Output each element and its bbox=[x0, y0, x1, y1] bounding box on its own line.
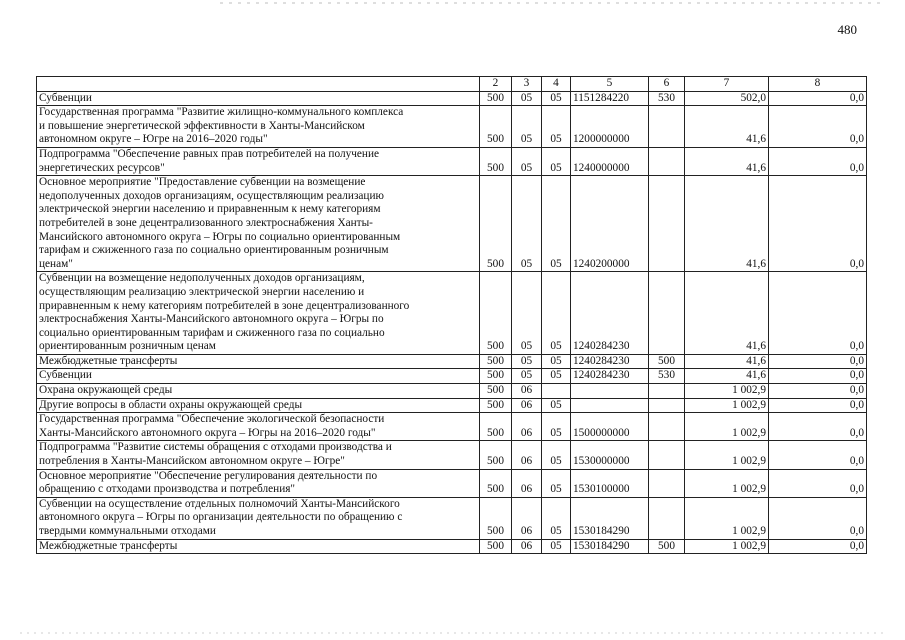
row-amount: 41,6 bbox=[685, 272, 769, 355]
row-subsection: 05 bbox=[542, 91, 571, 106]
row-name: Подпрограмма "Развитие системы обращения с отходами производства и потребления в Ханты-Мансийском автономном округе – Югре" bbox=[37, 441, 480, 469]
row-amount-2: 0,0 bbox=[769, 413, 867, 441]
table-row bbox=[37, 91, 867, 106]
row-amount: 41,6 bbox=[685, 106, 769, 148]
column-header-admin: 2 bbox=[480, 77, 512, 92]
row-section: 05 bbox=[512, 176, 542, 272]
row-target-code: 1240200000 bbox=[571, 176, 649, 272]
row-subsection bbox=[542, 384, 571, 399]
row-expense-type bbox=[649, 398, 685, 413]
row-name: Субвенции bbox=[37, 91, 480, 106]
row-amount-2: 0,0 bbox=[769, 354, 867, 369]
row-name: Подпрограмма "Обеспечение равных прав потребителей на получение энергетических ресурсов" bbox=[37, 147, 480, 175]
row-admin-code: 500 bbox=[480, 91, 512, 106]
row-amount-2: 0,0 bbox=[769, 539, 867, 554]
row-subsection: 05 bbox=[542, 441, 571, 469]
row-amount: 41,6 bbox=[685, 176, 769, 272]
row-subsection: 05 bbox=[542, 413, 571, 441]
row-expense-type bbox=[649, 384, 685, 399]
row-target-code: 1530184290 bbox=[571, 539, 649, 554]
row-section: 05 bbox=[512, 106, 542, 148]
row-subsection: 05 bbox=[542, 539, 571, 554]
table-row bbox=[37, 272, 867, 355]
row-subsection: 05 bbox=[542, 497, 571, 539]
row-name: Межбюджетные трансферты bbox=[37, 354, 480, 369]
row-expense-type bbox=[649, 497, 685, 539]
row-subsection: 05 bbox=[542, 369, 571, 384]
page-number: 480 bbox=[837, 22, 857, 37]
row-section: 06 bbox=[512, 384, 542, 399]
row-subsection: 05 bbox=[542, 176, 571, 272]
row-amount-2: 0,0 bbox=[769, 147, 867, 175]
row-expense-type: 530 bbox=[649, 369, 685, 384]
row-amount: 41,6 bbox=[685, 354, 769, 369]
row-name: Государственная программа "Обеспечение экологической безопасности Ханты-Мансийского автономного округа – Югры на 2016–2020 годы" bbox=[37, 413, 480, 441]
row-amount: 1 002,9 bbox=[685, 441, 769, 469]
row-target-code: 1240284230 bbox=[571, 369, 649, 384]
table-row bbox=[37, 398, 867, 413]
row-admin-code: 500 bbox=[480, 539, 512, 554]
row-name: Государственная программа "Развитие жилищно-коммунального комплекса и повышение энергетической эффективности в Ханты-Мансийском автономном округе – Югре на 2016–2020 годы" bbox=[37, 106, 480, 148]
table-row bbox=[37, 539, 867, 554]
table-row bbox=[37, 147, 867, 175]
row-amount: 1 002,9 bbox=[685, 539, 769, 554]
row-admin-code: 500 bbox=[480, 272, 512, 355]
scan-artifact-bottom bbox=[20, 632, 885, 634]
column-header-amount-2: 8 bbox=[769, 77, 867, 92]
row-expense-type bbox=[649, 147, 685, 175]
row-expense-type: 500 bbox=[649, 354, 685, 369]
row-target-code: 1240284230 bbox=[571, 354, 649, 369]
row-section: 05 bbox=[512, 354, 542, 369]
column-header-expense-type: 6 bbox=[649, 77, 685, 92]
row-admin-code: 500 bbox=[480, 398, 512, 413]
row-expense-type bbox=[649, 176, 685, 272]
row-section: 06 bbox=[512, 441, 542, 469]
table-row bbox=[37, 413, 867, 441]
row-amount: 1 002,9 bbox=[685, 413, 769, 441]
row-target-code: 1240284230 bbox=[571, 272, 649, 355]
row-name: Другие вопросы в области охраны окружающей среды bbox=[37, 398, 480, 413]
column-header-section: 3 bbox=[512, 77, 542, 92]
row-admin-code: 500 bbox=[480, 441, 512, 469]
row-name: Охрана окружающей среды bbox=[37, 384, 480, 399]
row-amount-2: 0,0 bbox=[769, 441, 867, 469]
row-target-code: 1240000000 bbox=[571, 147, 649, 175]
row-section: 06 bbox=[512, 539, 542, 554]
row-amount-2: 0,0 bbox=[769, 398, 867, 413]
row-admin-code: 500 bbox=[480, 147, 512, 175]
row-subsection: 05 bbox=[542, 469, 571, 497]
row-amount-2: 0,0 bbox=[769, 106, 867, 148]
row-expense-type bbox=[649, 106, 685, 148]
row-amount: 1 002,9 bbox=[685, 398, 769, 413]
row-target-code: 1530100000 bbox=[571, 469, 649, 497]
table-row bbox=[37, 497, 867, 539]
row-target-code: 1200000000 bbox=[571, 106, 649, 148]
row-amount: 1 002,9 bbox=[685, 469, 769, 497]
row-amount: 1 002,9 bbox=[685, 497, 769, 539]
table-row bbox=[37, 354, 867, 369]
row-admin-code: 500 bbox=[480, 413, 512, 441]
row-name: Межбюджетные трансферты bbox=[37, 539, 480, 554]
row-target-code: 1530184290 bbox=[571, 497, 649, 539]
row-target-code: 1500000000 bbox=[571, 413, 649, 441]
table-row bbox=[37, 176, 867, 272]
row-amount-2: 0,0 bbox=[769, 384, 867, 399]
column-header-amount: 7 bbox=[685, 77, 769, 92]
header-row bbox=[37, 77, 867, 92]
row-target-code bbox=[571, 384, 649, 399]
row-name: Субвенции на осуществление отдельных полномочий Ханты-Мансийского автономного округа – Югры по организации деятельности по обращению с твердыми коммунальными отходами bbox=[37, 497, 480, 539]
row-amount-2: 0,0 bbox=[769, 272, 867, 355]
budget-table bbox=[36, 76, 867, 554]
row-name: Основное мероприятие "Предоставление субвенции на возмещение недополученных доходов организациям, осуществляющим реализацию электрической энергии населению и приравненным к нему категориям потребителей в зоне децентрализованного электроснабжения Ханты- Мансийского автономного округа – Югры по социально ориентированным тарифам и сжиженного газа по социально ориентированным розничным ценам" bbox=[37, 176, 480, 272]
row-expense-type bbox=[649, 441, 685, 469]
row-expense-type bbox=[649, 413, 685, 441]
row-admin-code: 500 bbox=[480, 469, 512, 497]
table-row bbox=[37, 369, 867, 384]
row-amount: 502,0 bbox=[685, 91, 769, 106]
row-subsection: 05 bbox=[542, 398, 571, 413]
row-amount: 41,6 bbox=[685, 369, 769, 384]
row-admin-code: 500 bbox=[480, 497, 512, 539]
table-row bbox=[37, 384, 867, 399]
row-admin-code: 500 bbox=[480, 384, 512, 399]
column-header-subsection: 4 bbox=[542, 77, 571, 92]
table-row bbox=[37, 469, 867, 497]
row-target-code: 1151284220 bbox=[571, 91, 649, 106]
table-row bbox=[37, 106, 867, 148]
row-expense-type bbox=[649, 272, 685, 355]
column-header-target: 5 bbox=[571, 77, 649, 92]
row-name: Субвенции на возмещение недополученных доходов организациям, осуществляющим реализацию электрической энергии населению и приравненным к нему категориям потребителей в зоне децентрализованного электроснабжения Ханты-Мансийского автономного округа – Югры по социально ориентированным тарифам и сжиженного газа по социально ориентированным розничным ценам bbox=[37, 272, 480, 355]
row-name: Субвенции bbox=[37, 369, 480, 384]
row-amount: 1 002,9 bbox=[685, 384, 769, 399]
row-expense-type bbox=[649, 469, 685, 497]
row-subsection: 05 bbox=[542, 272, 571, 355]
scan-artifact-top bbox=[220, 2, 885, 4]
row-amount-2: 0,0 bbox=[769, 176, 867, 272]
row-section: 06 bbox=[512, 469, 542, 497]
row-admin-code: 500 bbox=[480, 369, 512, 384]
row-amount-2: 0,0 bbox=[769, 91, 867, 106]
row-subsection: 05 bbox=[542, 106, 571, 148]
row-admin-code: 500 bbox=[480, 106, 512, 148]
row-section: 06 bbox=[512, 413, 542, 441]
row-amount-2: 0,0 bbox=[769, 369, 867, 384]
table-row bbox=[37, 441, 867, 469]
row-target-code: 1530000000 bbox=[571, 441, 649, 469]
row-admin-code: 500 bbox=[480, 354, 512, 369]
row-section: 05 bbox=[512, 91, 542, 106]
row-subsection: 05 bbox=[542, 147, 571, 175]
row-admin-code: 500 bbox=[480, 176, 512, 272]
row-target-code bbox=[571, 398, 649, 413]
row-amount: 41,6 bbox=[685, 147, 769, 175]
row-name: Основное мероприятие "Обеспечение регулирования деятельности по обращению с отходами производства и потребления" bbox=[37, 469, 480, 497]
row-expense-type: 530 bbox=[649, 91, 685, 106]
row-section: 06 bbox=[512, 398, 542, 413]
row-section: 06 bbox=[512, 497, 542, 539]
row-subsection: 05 bbox=[542, 354, 571, 369]
column-header-name bbox=[37, 77, 480, 92]
row-expense-type: 500 bbox=[649, 539, 685, 554]
row-amount-2: 0,0 bbox=[769, 469, 867, 497]
row-section: 05 bbox=[512, 272, 542, 355]
row-amount-2: 0,0 bbox=[769, 497, 867, 539]
row-section: 05 bbox=[512, 147, 542, 175]
row-section: 05 bbox=[512, 369, 542, 384]
